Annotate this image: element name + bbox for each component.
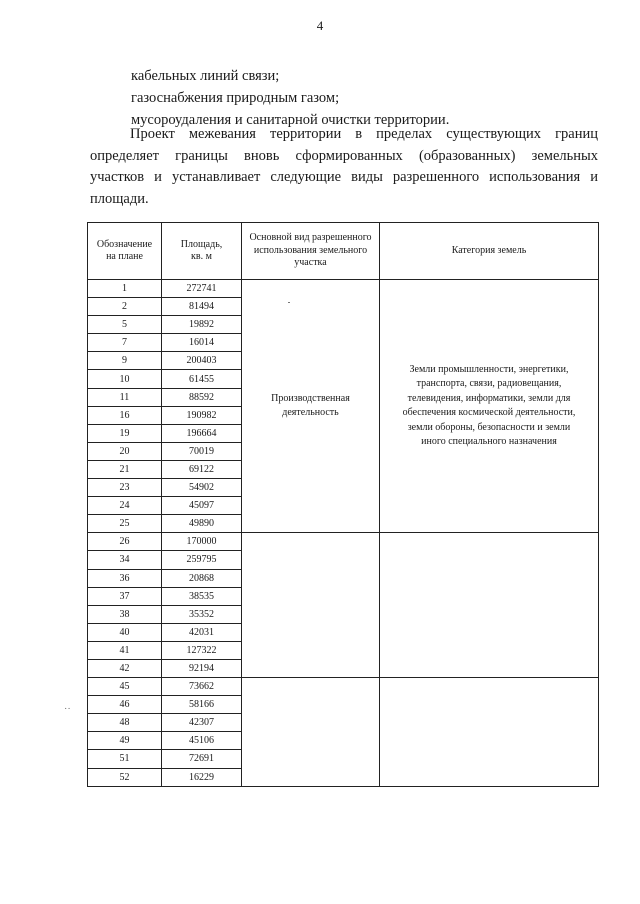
table-row bbox=[88, 678, 599, 696]
plot-area-cell: 81494 bbox=[162, 298, 242, 316]
plot-area-cell: 200403 bbox=[162, 352, 242, 370]
header-use: Основной вид разрешенного использования земельного участка bbox=[242, 223, 380, 280]
paragraph-line: площади. bbox=[90, 190, 149, 207]
plot-designation-cell: 19 bbox=[88, 424, 162, 442]
scan-speck bbox=[288, 302, 290, 303]
plot-designation-cell: 10 bbox=[88, 370, 162, 388]
plot-area-cell: 88592 bbox=[162, 388, 242, 406]
list-item-gas-supply: газоснабжения природным газом; bbox=[131, 90, 340, 106]
table-row bbox=[88, 280, 599, 298]
table-row bbox=[88, 533, 599, 551]
plot-designation-cell: 49 bbox=[88, 732, 162, 750]
plot-designation-cell: 16 bbox=[88, 406, 162, 424]
plot-designation-cell: 42 bbox=[88, 659, 162, 677]
table-header-row bbox=[88, 223, 599, 280]
plot-area-cell: 61455 bbox=[162, 370, 242, 388]
header-category: Категория земель bbox=[380, 223, 599, 280]
plot-designation-cell: 38 bbox=[88, 605, 162, 623]
plot-area-cell: 54902 bbox=[162, 479, 242, 497]
page-number: 4 bbox=[316, 18, 324, 33]
land-category-cell: Земли промышленности, энергетики, транспорта, связи, радиовещания, телевидения, информатики, земли для обеспечения космической деятельности, земли обороны, безопасности и земли иного специального назначения bbox=[380, 280, 599, 533]
scan-mark: ˙˙ bbox=[64, 707, 71, 718]
plot-designation-cell: 46 bbox=[88, 696, 162, 714]
plot-designation-cell: 37 bbox=[88, 587, 162, 605]
plot-area-cell: 196664 bbox=[162, 424, 242, 442]
plot-area-cell: 70019 bbox=[162, 442, 242, 460]
plot-area-cell: 45106 bbox=[162, 732, 242, 750]
plot-designation-cell: 34 bbox=[88, 551, 162, 569]
plot-area-cell: 58166 bbox=[162, 696, 242, 714]
plot-designation-cell: 21 bbox=[88, 460, 162, 478]
permitted-use-cell: Производственная деятельность bbox=[242, 280, 380, 533]
land-plots-table bbox=[87, 222, 599, 787]
plot-designation-cell: 36 bbox=[88, 569, 162, 587]
plot-area-cell: 72691 bbox=[162, 750, 242, 768]
plot-designation-cell: 52 bbox=[88, 768, 162, 786]
plot-area-cell: 19892 bbox=[162, 316, 242, 334]
plot-designation-cell: 2 bbox=[88, 298, 162, 316]
plot-area-cell: 16014 bbox=[162, 334, 242, 352]
plot-area-cell: 92194 bbox=[162, 659, 242, 677]
plot-area-cell: 45097 bbox=[162, 497, 242, 515]
plot-area-cell: 20868 bbox=[162, 569, 242, 587]
paragraph-line: определяет границы вновь сформированных (образованных) земельных bbox=[90, 147, 598, 164]
plot-designation-cell: 40 bbox=[88, 623, 162, 641]
plot-area-cell: 127322 bbox=[162, 641, 242, 659]
plot-area-cell: 42031 bbox=[162, 623, 242, 641]
plot-designation-cell: 20 bbox=[88, 442, 162, 460]
plot-designation-cell: 51 bbox=[88, 750, 162, 768]
plot-area-cell: 170000 bbox=[162, 533, 242, 551]
intro-paragraph bbox=[90, 124, 598, 210]
header-designation: Обозначение на плане bbox=[88, 223, 162, 280]
permitted-use-cell bbox=[242, 678, 380, 787]
paragraph-line: участков и устанавливает следующие виды разрешенного использования и bbox=[90, 169, 598, 185]
plot-area-cell: 69122 bbox=[162, 460, 242, 478]
plot-designation-cell: 48 bbox=[88, 714, 162, 732]
plot-area-cell: 38535 bbox=[162, 587, 242, 605]
land-category-cell bbox=[380, 533, 599, 678]
plot-designation-cell: 5 bbox=[88, 316, 162, 334]
table-body bbox=[88, 280, 599, 787]
plot-area-cell: 272741 bbox=[162, 280, 242, 298]
land-category-cell bbox=[380, 678, 599, 787]
plot-designation-cell: 26 bbox=[88, 533, 162, 551]
plot-area-cell: 73662 bbox=[162, 678, 242, 696]
plot-designation-cell: 41 bbox=[88, 641, 162, 659]
paragraph-line: Проект межевания территории в пределах существующих границ bbox=[130, 126, 598, 142]
plot-designation-cell: 45 bbox=[88, 678, 162, 696]
plot-designation-cell: 7 bbox=[88, 334, 162, 352]
plot-area-cell: 42307 bbox=[162, 714, 242, 732]
permitted-use-cell bbox=[242, 533, 380, 678]
plot-designation-cell: 24 bbox=[88, 497, 162, 515]
plot-designation-cell: 1 bbox=[88, 280, 162, 298]
plot-designation-cell: 11 bbox=[88, 388, 162, 406]
header-area: Площадь, кв. м bbox=[162, 223, 242, 280]
plot-area-cell: 35352 bbox=[162, 605, 242, 623]
plot-designation-cell: 9 bbox=[88, 352, 162, 370]
plot-designation-cell: 23 bbox=[88, 479, 162, 497]
list-item-waste-removal: мусороудаления и санитарной очистки территории. bbox=[131, 112, 450, 128]
plot-area-cell: 190982 bbox=[162, 406, 242, 424]
plot-area-cell: 16229 bbox=[162, 768, 242, 786]
plot-designation-cell: 25 bbox=[88, 515, 162, 533]
plot-area-cell: 49890 bbox=[162, 515, 242, 533]
plot-area-cell: 259795 bbox=[162, 551, 242, 569]
list-item-cable-lines: кабельных линий связи; bbox=[131, 68, 280, 84]
